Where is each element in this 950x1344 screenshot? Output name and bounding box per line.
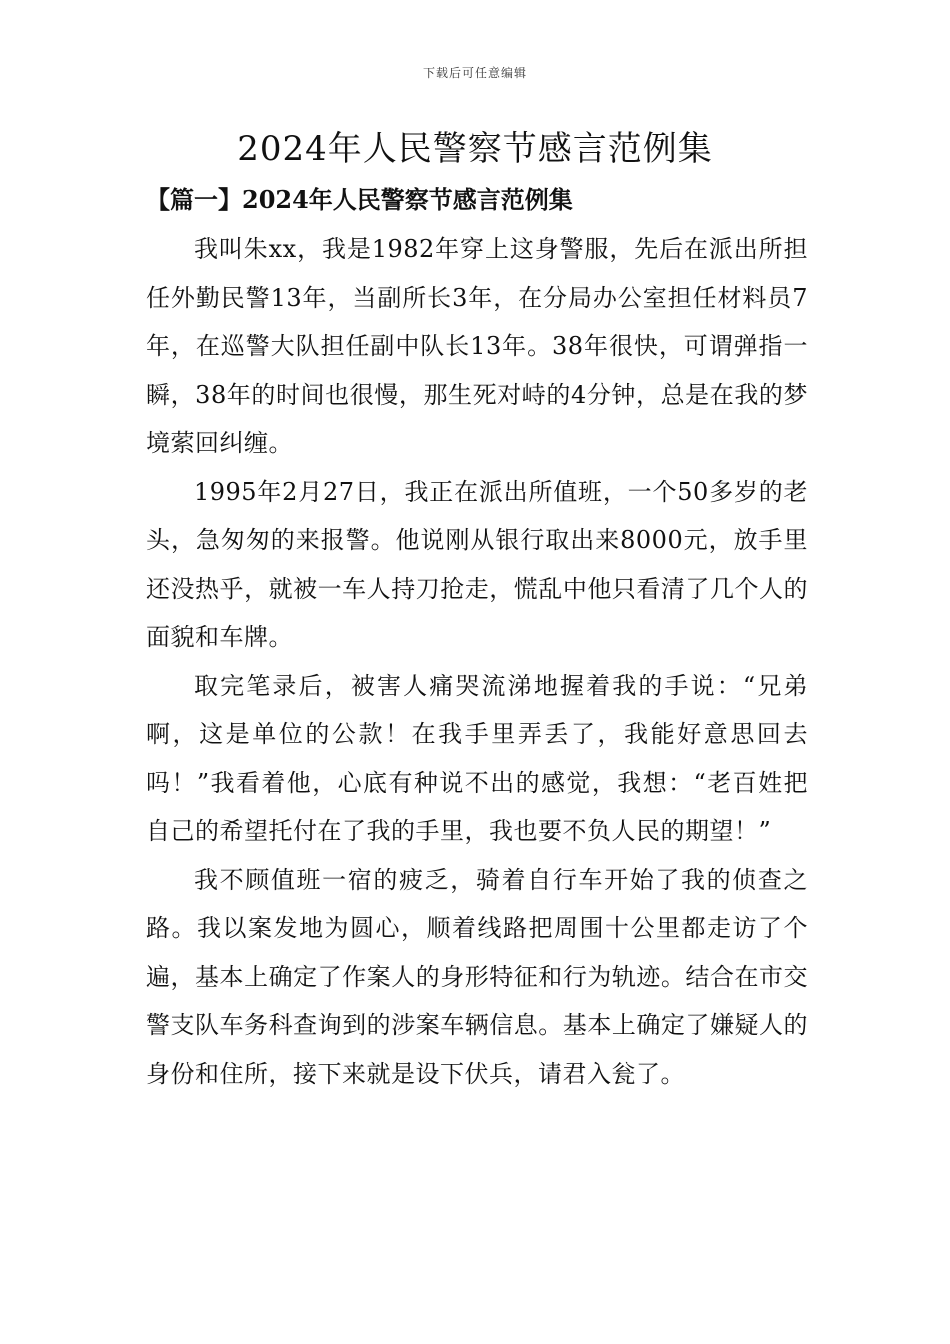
paragraph: 1995年2月27日，我正在派出所值班，一个50多岁的老头，急匆匆的来报警。他说刚从银行取出来8000元，放手里还没热乎，就被一车人持刀抢走，慌乱中他只看清了几个人的面貌和车牌。	[146, 477, 808, 651]
paragraph: 取完笔录后，被害人痛哭流涕地握着我的手说：“兄弟啊，这是单位的公款！在我手里弄丢了，我能好意思回去吗！”我看着他，心底有种说不出的感觉，我想：“老百姓把自己的希望托付在了我的手里，我也要不负人民的期望！”	[146, 671, 808, 845]
document-body	[146, 225, 808, 1098]
paragraph: 我不顾值班一宿的疲乏，骑着自行车开始了我的侦查之路。我以案发地为圆心，顺着线路把周围十公里都走访了个遍，基本上确定了作案人的身形特征和行为轨迹。结合在市交警支队车务科查询到的涉案车辆信息。基本上确定了嫌疑人的身份和住所，接下来就是设下伏兵，请君入瓮了。	[146, 865, 808, 1088]
paragraph: 我叫朱xx，我是1982年穿上这身警服，先后在派出所担任外勤民警13年，当副所长3年，在分局办公室担任材料员7年，在巡警大队担任副中队长13年。38年很快，可谓弹指一瞬，38年的时间也很慢，那生死对峙的4分钟，总是在我的梦境萦回纠缠。	[146, 235, 808, 457]
header-note: 下载后可任意编辑	[422, 66, 527, 80]
document-title: 2024年人民警察节感言范例集	[237, 129, 713, 169]
section-title: 【篇一】2024年人民警察节感言范例集	[146, 185, 573, 214]
